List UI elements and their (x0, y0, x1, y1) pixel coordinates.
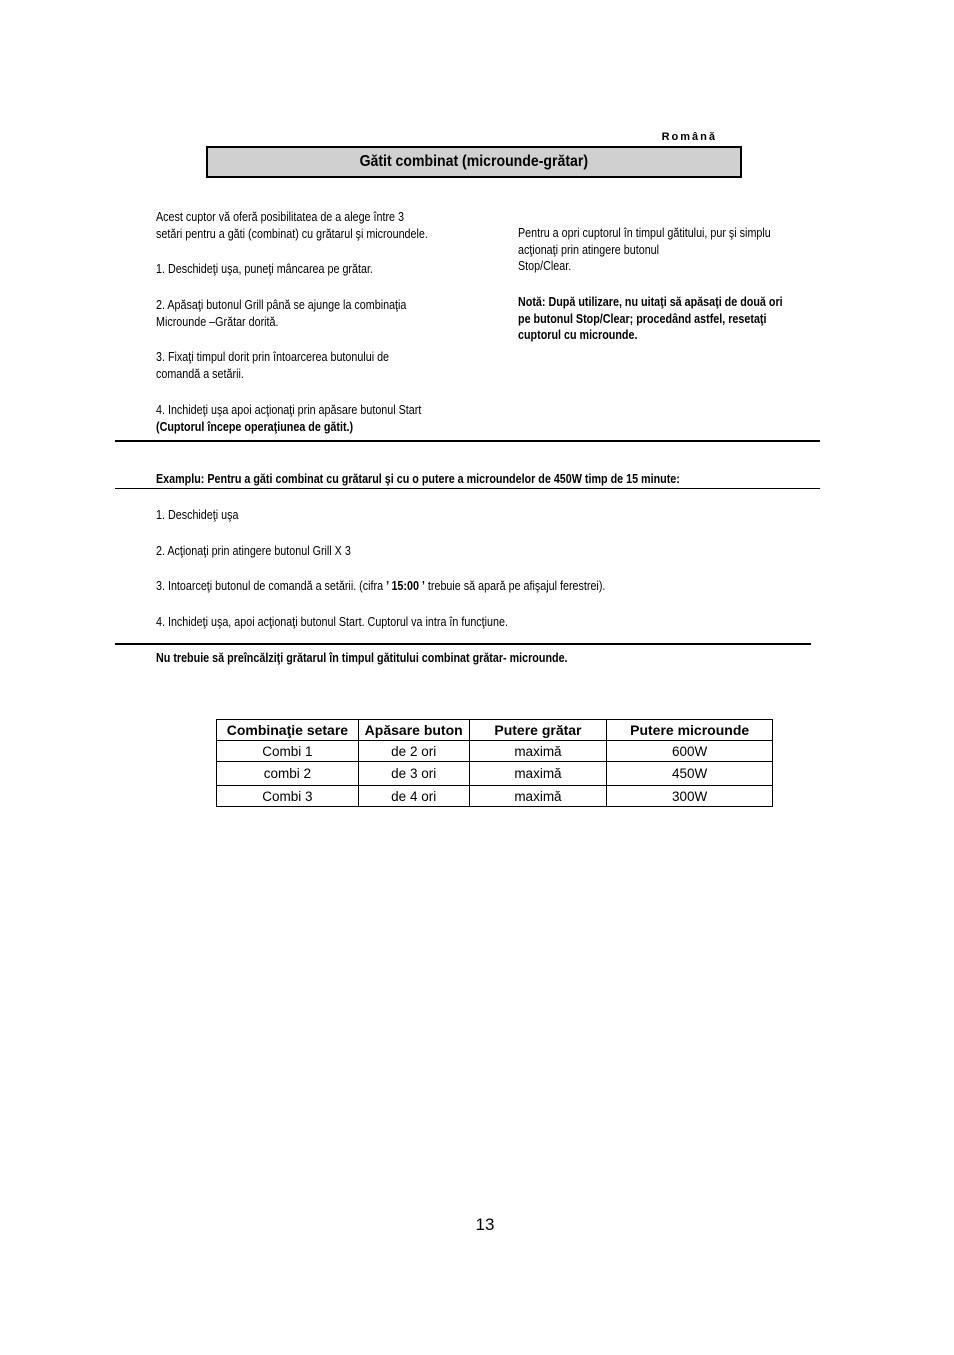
intro-line: Acest cuptor vă oferă posibilitatea de a alege între 3 (156, 210, 405, 224)
language-label: Română (661, 131, 717, 143)
stop-line: Pentru a opri cuptorul în timpul gătitului, pur şi simplu (518, 226, 771, 240)
example-step-3-text: 3. Intoarceţi butonul de comandă a setării. (cifra (156, 579, 387, 593)
example-step-2: 2. Acţionaţi prin atingere butonul Grill X 3 (156, 544, 351, 558)
table-cell: 300W (607, 786, 773, 807)
example-step-3-text: trebuie să apară pe afişajul ferestrei). (424, 579, 606, 593)
note-line: pe butonul Stop/Clear; procedând astfel, resetaţi (518, 311, 767, 326)
stop-line: Stop/Clear. (518, 259, 572, 273)
section-title: Gătit combinat (microunde-grătar) (359, 153, 589, 170)
combination-table (216, 719, 773, 807)
step-1: 1. Deschideţi uşa, puneţi mâncarea pe grătar. (156, 262, 373, 276)
table-cell: Combi 3 (217, 786, 359, 807)
display-value: ’ 15:00 ’ (386, 579, 425, 593)
step-line: 3. Fixaţi timpul dorit prin întoarcerea butonului de (156, 350, 390, 364)
divider (115, 488, 820, 489)
table-header: Putere grătar (469, 720, 607, 741)
table-header-row (217, 720, 773, 741)
note-line: cuptorul cu microunde. (518, 328, 638, 342)
table-cell: Combi 1 (217, 741, 359, 762)
warning: Nu trebuie să preîncălziţi grătarul în timpul gătitului combinat grătar- microunde. (156, 651, 568, 665)
stop-instructions (518, 225, 771, 275)
page-number: 13 (475, 1215, 495, 1234)
table-row (217, 741, 773, 762)
step-4 (156, 402, 421, 435)
intro-line: setări pentru a găti (combinat) cu grătarul şi microundele. (156, 226, 428, 241)
table-cell: 450W (607, 762, 773, 786)
table-cell: 600W (607, 741, 773, 762)
table-row (217, 762, 773, 786)
example-step-4: 4. Inchideţi uşa, apoi acţionaţi butonul Start. Cuptorul va intra în funcţiune. (156, 615, 508, 629)
note-line: Notă: După utilizare, nu uitaţi să apăsaţi de două ori (518, 295, 783, 309)
table-cell: de 4 ori (358, 786, 469, 807)
example-step-3 (156, 578, 605, 595)
table-cell: combi 2 (217, 762, 359, 786)
table-cell: de 3 ori (358, 762, 469, 786)
divider (115, 440, 820, 442)
table-cell: maximă (469, 762, 607, 786)
table-row (217, 786, 773, 807)
table-cell: maximă (469, 741, 607, 762)
table-cell: de 2 ori (358, 741, 469, 762)
divider (115, 643, 811, 645)
example-step-1: 1. Deschideţi uşa (156, 508, 239, 522)
step-2 (156, 297, 406, 330)
step-line: comandă a setării. (156, 366, 244, 381)
step-3 (156, 349, 389, 382)
step-line: Microunde –Grătar dorită. (156, 314, 279, 329)
table-header: Putere microunde (607, 720, 773, 741)
step-line: 2. Apăsaţi butonul Grill până se ajunge la combinaţia (156, 298, 407, 312)
table-header: Combinaţie setare (217, 720, 359, 741)
stop-line: acţionaţi prin atingere butonul (518, 242, 660, 257)
step-line-bold: (Cuptorul începe operaţiunea de gătit.) (156, 419, 354, 434)
example-heading: Examplu: Pentru a găti combinat cu grătarul şi cu o putere a microundelor de 450W timp de 15 minute: (156, 472, 680, 486)
note (518, 294, 783, 344)
intro-paragraph (156, 209, 428, 242)
section-title-box (206, 146, 742, 178)
table-header: Apăsare buton (358, 720, 469, 741)
table-cell: maximă (469, 786, 607, 807)
step-line: 4. Inchideţi uşa apoi acţionaţi prin apăsare butonul Start (156, 403, 422, 417)
